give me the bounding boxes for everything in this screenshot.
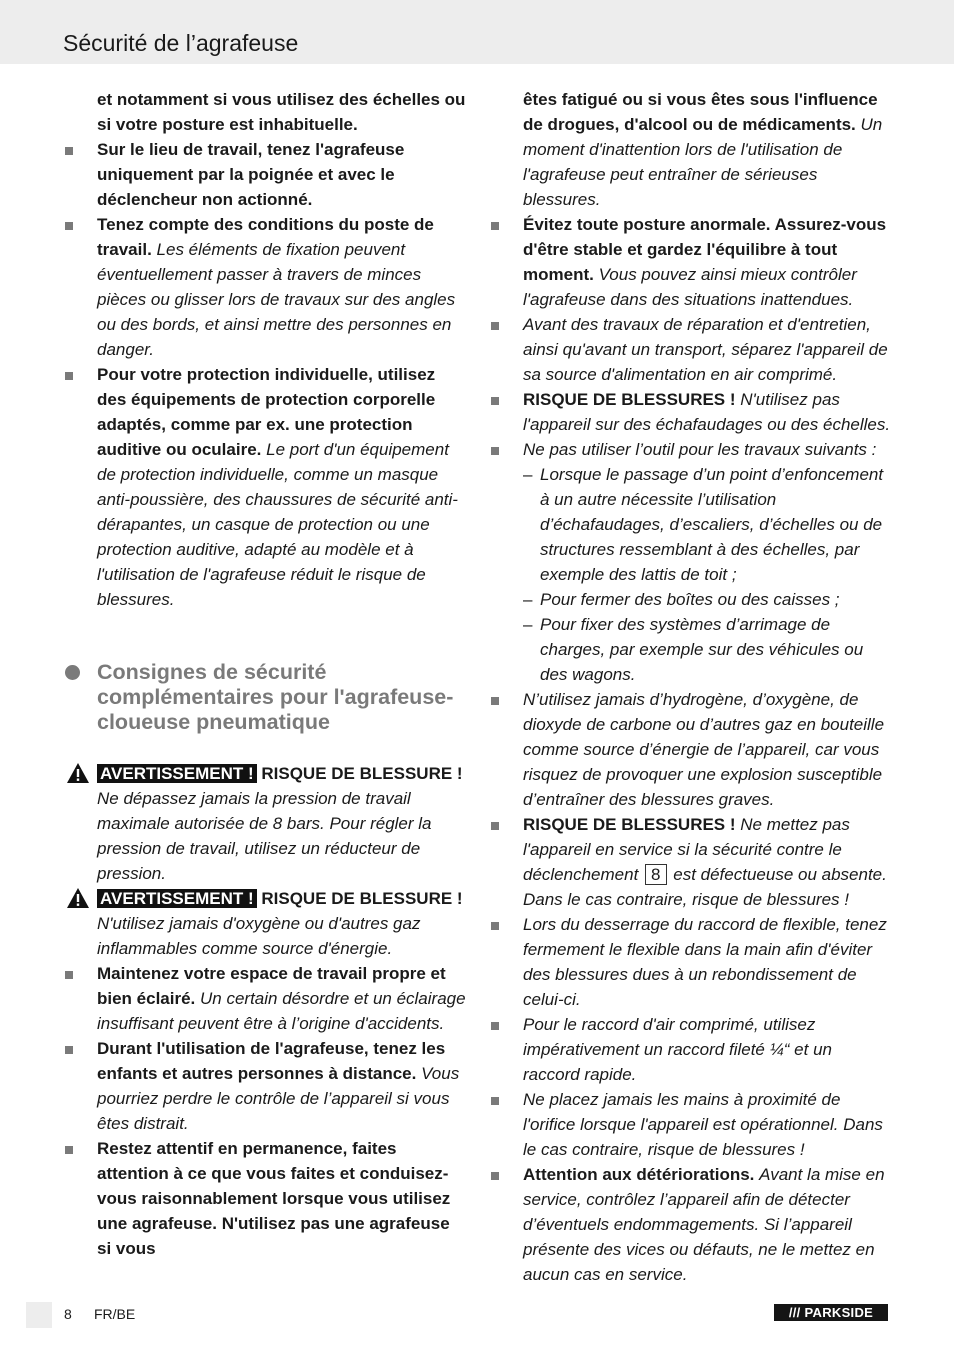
italic-text: Pour le raccord d'air comprimé, utilisez impérativement un raccord fileté ¼“ et un raccord rapide.: [523, 1015, 832, 1084]
bold-text: RISQUE DE BLESSURES !: [523, 390, 736, 409]
bold-text: RISQUE DE BLESSURES !: [523, 815, 736, 834]
bullet-icon: [491, 1022, 499, 1030]
dash-mark: –: [523, 615, 533, 634]
dash-item: [523, 587, 893, 612]
bold-text: RISQUE DE BLESSURE !: [261, 764, 463, 783]
italic-text: Un certain désordre et un éclairage insuffisant peuvent être à l’origine d'accidents.: [97, 989, 466, 1033]
section-title: Consignes de sécurité complémentaires pour l'agrafeuse-cloueuse pneumatique: [97, 660, 454, 734]
warning-badge: AVERTISSEMENT !: [97, 889, 257, 908]
italic-text: Vous pouvez ainsi mieux contrôler l'agrafeuse dans des situations inattendues.: [523, 265, 857, 309]
italic-text: N’utilisez jamais d’hydrogène, d’oxygène, de dioxyde de carbone ou d’autres gaz en bouteille comme source d’énergie de l’appareil, car vous risquez de provoquer une explosion susceptible d’entraîner des blessures graves.: [523, 690, 885, 809]
part-reference-box: 8: [645, 864, 666, 885]
bullet-icon: [491, 1097, 499, 1105]
list-item: [523, 1087, 893, 1162]
bold-text: Évitez toute posture anormale. Assurez-vous d'être stable et gardez l'équilibre à tout moment.: [523, 215, 887, 284]
brand-logo: /// PARKSIDE: [774, 1304, 888, 1321]
bullet-icon: [65, 1046, 73, 1054]
list-item: [97, 961, 467, 1036]
italic-text: Les éléments de fixation peuvent éventuellement passer à travers de minces pièces ou glisser lors de travaux sur des angles ou des bords, et ainsi mettre des personnes en danger.: [97, 240, 456, 359]
language-code: FR/BE: [94, 1306, 136, 1322]
bold-text: êtes fatigué ou si vous êtes sous l'influence de drogues, d'alcool ou de médicaments.: [523, 90, 878, 134]
warning-item: [97, 886, 467, 961]
list-item: [523, 387, 893, 437]
bold-text: Durant l'utilisation de l'agrafeuse, tenez les enfants et autres personnes à distance.: [97, 1039, 446, 1083]
italic-text: est défectueuse ou absente. Dans le cas contraire, risque de blessures !: [523, 865, 887, 909]
italic-text: Ne dépassez jamais la pression de travail maximale autorisée de 8 bars. Pour régler la pression de travail, utilisez un réducteur de pression.: [97, 789, 432, 883]
bullet-icon: [491, 397, 499, 405]
list-item: [523, 1012, 893, 1087]
bullet-icon: [491, 697, 499, 705]
bullet-icon: [491, 447, 499, 455]
list-item: [97, 1036, 467, 1136]
bold-text: Tenez compte des conditions du poste de travail.: [97, 215, 434, 259]
bold-text: Sur le lieu de travail, tenez l'agrafeuse uniquement par la poignée et avec le déclencheur non actionné.: [97, 140, 405, 209]
italic-text: N'utilisez jamais d'oxygène ou d'autres gaz inflammables comme source d'énergie.: [97, 914, 421, 958]
bullet-icon: [65, 147, 73, 155]
list-item: [97, 137, 467, 212]
page-header: [0, 0, 954, 64]
list-item: [523, 87, 893, 212]
bullet-icon: [491, 222, 499, 230]
bold-text: Maintenez votre espace de travail propre et bien éclairé.: [97, 964, 446, 1008]
list-item: [523, 212, 893, 312]
italic-text: Lorsque le passage d’un point d’enfoncement à un autre nécessite l’utilisation d’échafaudages, d’escaliers, d’échelles ou de structures ressemblant à des échelles, par exemple des lattis de toit ;: [540, 465, 884, 584]
list-item: [523, 812, 893, 912]
dash-mark: –: [523, 590, 533, 609]
warning-badge: AVERTISSEMENT !: [97, 764, 257, 783]
bold-text: Restez attentif en permanence, faites attention à ce que vous faites et conduisez-vous raisonnablement lorsque vous utilisez une agrafeuse. N'utilisez pas une agrafeuse si vous: [97, 1139, 451, 1258]
bullet-icon: [491, 822, 499, 830]
italic-text: Ne mettez pas l'appareil en service si la sécurité contre le déclenchement: [523, 815, 850, 884]
list-item: [523, 687, 893, 812]
dash-item: [523, 462, 893, 587]
italic-text: Pour fixer des systèmes d’arrimage de charges, par exemple sur des véhicules ou des wagons.: [540, 615, 864, 684]
italic-text: Avant des travaux de réparation et d'entretien, ainsi qu'avant un transport, séparez l'appareil de sa source d'alimentation en air comprimé.: [523, 315, 888, 384]
bullet-icon: [491, 922, 499, 930]
page-number: 8: [64, 1306, 72, 1322]
list-item: [523, 312, 893, 387]
dash-mark: –: [523, 465, 533, 484]
list-item: [523, 912, 893, 1012]
warning-triangle-icon: [66, 887, 90, 909]
section-dot-icon: [65, 665, 80, 680]
warning-item: [97, 761, 467, 886]
bullet-icon: [65, 971, 73, 979]
bold-text: et notamment si vous utilisez des échelles ou si votre posture est inhabituelle.: [97, 90, 466, 134]
italic-text: Ne placez jamais les mains à proximité de l'orifice lorsque l'appareil est opérationnel. Dans le cas contraire, risque de blessures !: [523, 1090, 883, 1159]
bold-text: Pour votre protection individuelle, utilisez des équipements de protection corporelle adaptés, comme par ex. une protection auditive ou oculaire.: [97, 365, 436, 459]
bullet-icon: [491, 1172, 499, 1180]
italic-text: Avant la mise en service, contrôlez l’appareil afin de détecter d’éventuels endommagements. Si l’appareil présente des vices ou défauts, ne le mettez en aucun cas en service.: [523, 1165, 885, 1284]
warning-triangle-icon: [66, 762, 90, 784]
list-item: [97, 212, 467, 362]
bullet-icon: [491, 322, 499, 330]
dash-item: [523, 612, 893, 687]
right-column: [523, 87, 893, 1287]
bullet-icon: [65, 222, 73, 230]
bold-text: Attention aux détériorations.: [523, 1165, 755, 1184]
footer-marker: [26, 1302, 52, 1328]
italic-text: Le port d'un équipement de protection individuelle, comme un masque anti-poussière, des chaussures de sécurité anti-dérapantes, un casque de protection ou une protection auditive, adapté au modèle et à l'utilisation de l'agrafeuse réduit le risque de blessures.: [97, 440, 458, 609]
page-title: Sécurité de l’agrafeuse: [63, 30, 299, 56]
italic-text: Lors du desserrage du raccord de flexible, tenez fermement le flexible dans la main afin d'éviter des blessures dues à un rebondissement de celui-ci.: [523, 915, 887, 1009]
list-item: [97, 1136, 467, 1261]
italic-text: N'utilisez pas l'appareil sur des échafaudages ou des échelles.: [523, 390, 891, 434]
italic-text: Ne pas utiliser l’outil pour les travaux suivants :: [523, 440, 877, 459]
italic-text: Vous pourriez perdre le contrôle de l’appareil si vous êtes distrait.: [97, 1064, 460, 1133]
section-heading: [97, 660, 467, 735]
list-item: [97, 87, 467, 137]
bullet-icon: [65, 1146, 73, 1154]
bullet-icon: [65, 372, 73, 380]
bold-text: RISQUE DE BLESSURE !: [261, 889, 463, 908]
list-item: [523, 437, 893, 462]
italic-text: Pour fermer des boîtes ou des caisses ;: [540, 590, 840, 609]
italic-text: Un moment d'inattention lors de l'utilisation de l'agrafeuse peut entraîner de sérieuses blessures.: [523, 115, 883, 209]
left-column: [97, 87, 467, 1261]
list-item: [523, 1162, 893, 1287]
list-item: [97, 362, 467, 612]
